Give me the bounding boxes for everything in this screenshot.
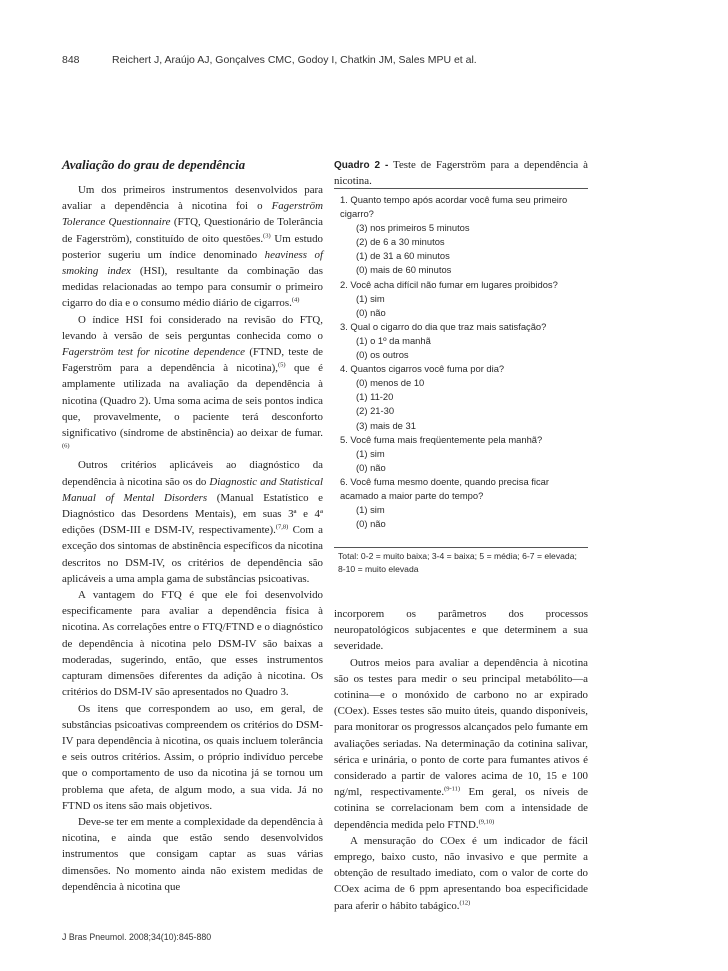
answer-option: (3) mais de 31 — [356, 419, 416, 431]
answer-option: (1) sim — [356, 292, 385, 304]
citation-ref: (5) — [277, 361, 286, 369]
answer-option: (0) os outros — [356, 349, 409, 361]
quadro-label: Quadro 2 - — [334, 160, 389, 171]
question-line: 3. Qual o cigarro do dia que traz mais satisfação? — [340, 320, 547, 332]
answer-option: (1) 11-20 — [356, 391, 394, 403]
citation-ref: (3) — [263, 231, 271, 239]
left-column — [62, 158, 323, 895]
right-paragraph-1: incorporem os parâmetros dos processos neuropatológicos subjacentes e que determinem a sua severidade. — [334, 608, 588, 653]
answer-option: (1) sim — [356, 504, 385, 516]
right-paragraph-3: A mensuração do COex é um indicador de fácil emprego, baixo custo, não invasivo e que permite a obtenção de resultado imediato, com o valor de corte do COex acima de 6 ppm apresentando boa especificidade para aferir o hábito tabágico.$^{(12)}$ — [334, 834, 588, 912]
question-line: 5. Você fuma mais freqüentemente pela manhã? — [340, 433, 543, 445]
page-number: 848 — [62, 54, 80, 66]
answer-option: (0) não — [356, 518, 386, 530]
header-authors: Reichert J, Araújo AJ, Gonçalves CMC, Godoy I, Chatkin JM, Sales MPU et al. — [112, 54, 477, 66]
answer-option: (0) não — [356, 461, 386, 473]
section-title: Avaliação do grau de dependência — [62, 157, 246, 172]
paragraph-1: Um dos primeiros instrumentos desenvolvidos para avaliar a dependência à nicotina foi o Fagerström Tolerance Questionnaire (FTQ, Questionário de Tolerância de Fagerström), constituído de oito questões.$^{(3)}$ Um estudo posterior sugeriu um índice denominado heaviness of smoking index (HSI), resultante da combinação das medidas relacionadas ao tempo para consumir o primeiro cigarro do dia e o consumo médio diário de cigarros.$^{(4)}$ — [62, 184, 324, 310]
paragraph-2: O índice HSI foi considerado na revisão do FTQ, levando à versão de seis perguntas conhecida como o Fagerström test for nicotine dependence (FTND, teste de Fagerström para a dependência à nicotina),$^{(5)}$ que é amplamente utilizada na avaliação da dependência à nicotina (Quadro 2). Uma soma acima de seis pontos indica que, provavelmente, o paciente terá desconforto significativo (síndrome de abstinência) ao deixar de fumar.$^{(6)}$ — [62, 313, 323, 450]
answer-option: (2) de 6 a 30 minutos — [356, 236, 445, 248]
question-line: acamado a maior parte do tempo? — [340, 489, 484, 501]
answer-option: (0) não — [356, 306, 386, 318]
answer-option: (3) nos primeiros 5 minutos — [356, 222, 470, 234]
answer-option: (2) 21-30 — [356, 405, 395, 417]
citation-ref: (7,8) — [275, 523, 289, 531]
answer-option: (0) menos de 10 — [356, 377, 425, 389]
paragraph-3: Outros critérios aplicáveis ao diagnóstico da dependência à nicotina são os do Diagnostic and Statistical Manual of Mental Disorders (Manual Estatístico e Diagnóstico das Desordens Mentais), em suas 3ª e 4ª edições (DSM-III e DSM-IV, respectivamente).$^{(7,8)}$ Com a exceção dos sintomas de abstinência específicos da nicotina descritos no DSM-IV, os critérios de dependência são aplicáveis a uma ampla gama de substâncias psicoativas. — [62, 459, 324, 585]
citation-ref: (9,10) — [478, 818, 495, 826]
citation-ref: (4) — [291, 296, 300, 304]
paragraph-4: A vantagem do FTQ é que ele foi desenvolvido especificamente para avaliar a dependência física à nicotina. As correlações entre o FTQ/FTND e o diagnóstico de dependência à nicotina pelo DSM-IV são baixas a moderadas, sugerindo, então, que esses instrumentos capturam dimensões diferentes da adição à nicotina. Os critérios do DSM-IV são apresentados no Quadro 3. — [62, 589, 323, 699]
running-header — [62, 54, 662, 66]
quadro-total-note: Total: 0-2 = muito baixa; 3-4 = baixa; 5 = média; 6-7 = elevada; 8-10 = muito elevada — [338, 551, 577, 574]
citation-ref: (9-11) — [444, 785, 461, 793]
journal-citation-footer: J Bras Pneumol. 2008;34(10):845-880 — [62, 932, 212, 942]
question-line: 6. Você fuma mesmo doente, quando precisa ficar — [340, 475, 549, 487]
question-line: 4. Quantos cigarros você fuma por dia? — [340, 363, 505, 375]
right-paragraph-2: Outros meios para avaliar a dependência à nicotina são os testes para medir o seu principal metabólito—a cotinina—e o monóxido de carbono no ar expirado (COex). Esses testes são muito úteis, quando disponíveis, para monitorar os progressos alcançados pelo fumante em avaliações seriadas. Na determinação da cotinina salivar, sérica e urinária, o ponto de corte para fumantes ativos é considerado a partir de valores acima de 10, 15 e 100 ng/ml, respectivamente.$^{(9-11)}$ Em geral, os níveis de cotinina se correlacionam bem com a intensidade de dependência medida pelo FTND.$^{(9,10)}$ — [334, 656, 588, 831]
right-body-text — [334, 606, 588, 914]
answer-option: (1) de 31 a 60 minutos — [356, 250, 450, 262]
citation-ref: (6) — [62, 442, 70, 450]
answer-option: (1) o 1º da manhã — [356, 334, 431, 346]
quadro-caption — [334, 158, 588, 188]
question-line: cigarro? — [340, 208, 374, 220]
paragraph-6: Deve-se ter em mente a complexidade da dependência à nicotina, e ainda que estão sendo desenvolvidos instrumentos que consigam captar as suas várias dimensões. No momento ainda não existem medidas de dependência à nicotina que — [62, 815, 323, 893]
question-line: 2. Você acha difícil não fumar em lugares proibidos? — [340, 278, 558, 290]
left-body-text — [62, 182, 323, 895]
fagerstrom-test-box — [334, 188, 588, 548]
paragraph-5: Os itens que correspondem ao uso, em geral, de substâncias psicoativas compreendem os critérios do DSM-IV para dependência à nicotina, os quais incluem tolerância e seis outros critérios. Assim, o próprio indivíduo percebe que o comportamento de uso da nicotina já se tornou um problema que afeta, de algum modo, a sua vida. Já no FTND os itens são mais objetivos. — [62, 702, 323, 812]
answer-option: (1) sim — [356, 447, 385, 459]
citation-ref: (12) — [459, 899, 471, 907]
quadro-caption-text: Teste de Fagerström para a dependência à nicotina. — [334, 159, 588, 187]
answer-option: (0) mais de 60 minutos — [356, 264, 452, 276]
question-line: 1. Quanto tempo após acordar você fuma seu primeiro — [340, 194, 568, 205]
